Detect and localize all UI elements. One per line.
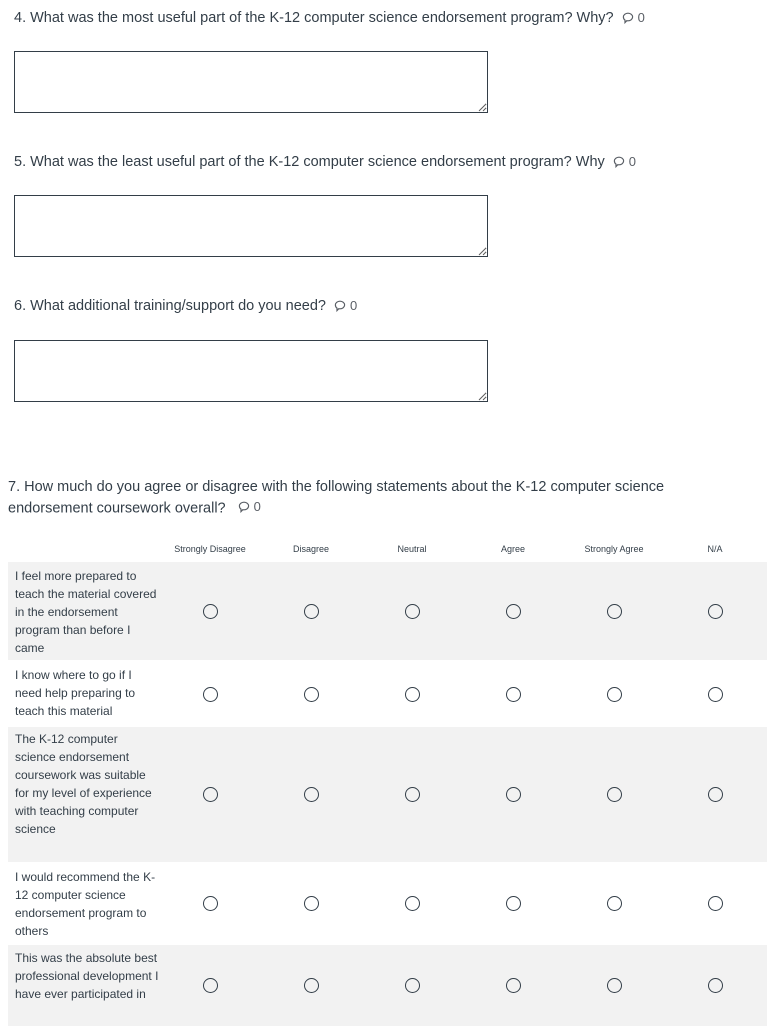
radio-row5-strongly-disagree[interactable]: [203, 978, 218, 993]
radio-row5-strongly-agree[interactable]: [607, 978, 622, 993]
radio-row2-strongly-disagree[interactable]: [203, 687, 218, 702]
matrix-row-label: I know where to go if I need help preparing to teach this material: [15, 668, 136, 718]
question-6-comments[interactable]: [334, 297, 357, 315]
radio-row5-disagree[interactable]: [304, 978, 319, 993]
radio-row1-agree[interactable]: [506, 604, 521, 619]
radio-row5-agree[interactable]: [506, 978, 521, 993]
column-header-strongly-disagree: Strongly Disagree: [174, 544, 246, 554]
radio-row4-n-a[interactable]: [708, 896, 723, 911]
question-6-answer-input[interactable]: [14, 340, 488, 402]
question-7-comments[interactable]: [238, 497, 261, 516]
radio-row1-disagree[interactable]: [304, 604, 319, 619]
matrix-row-label: The K-12 computer science endorsement coursework was suitable for my level of experience with teaching computer science: [15, 732, 152, 836]
radio-row1-strongly-agree[interactable]: [607, 604, 622, 619]
speech-bubble-icon: [238, 501, 250, 513]
question-7-text: 7. How much do you agree or disagree with the following statements about the K-12 computer science endorsement coursework overall?: [8, 479, 665, 517]
radio-row3-disagree[interactable]: [304, 787, 319, 802]
question-4-title: [14, 9, 645, 27]
speech-bubble-icon: [622, 12, 634, 24]
question-6-text: 6. What additional training/support do you need?: [14, 298, 326, 314]
radio-row1-strongly-disagree[interactable]: [203, 604, 218, 619]
radio-row3-strongly-agree[interactable]: [607, 787, 622, 802]
radio-row4-disagree[interactable]: [304, 896, 319, 911]
question-5-comments[interactable]: [613, 153, 636, 171]
radio-row2-neutral[interactable]: [405, 687, 420, 702]
radio-row3-n-a[interactable]: [708, 787, 723, 802]
question-6-title: [14, 297, 357, 315]
column-header-disagree: Disagree: [292, 544, 330, 554]
question-4-answer-input[interactable]: [14, 51, 488, 113]
radio-row4-strongly-agree[interactable]: [607, 896, 622, 911]
column-header-neutral: Neutral: [397, 544, 427, 554]
radio-row5-neutral[interactable]: [405, 978, 420, 993]
matrix-row: [8, 945, 767, 1026]
comment-count: 0: [637, 10, 645, 25]
resize-grip-icon[interactable]: [478, 103, 487, 112]
speech-bubble-icon: [613, 156, 625, 168]
radio-row3-neutral[interactable]: [405, 787, 420, 802]
radio-row1-neutral[interactable]: [405, 604, 420, 619]
column-header-na: N/A: [707, 544, 723, 554]
matrix-row-label: I feel more prepared to teach the material covered in the endorsement program than before I came: [15, 569, 157, 655]
radio-row3-strongly-disagree[interactable]: [203, 787, 218, 802]
matrix-row-label: This was the absolute best professional development I have ever participated in: [15, 951, 159, 1001]
radio-row3-agree[interactable]: [506, 787, 521, 802]
question-5-title: [14, 153, 636, 171]
radio-row4-agree[interactable]: [506, 896, 521, 911]
radio-row2-agree[interactable]: [506, 687, 521, 702]
radio-row5-n-a[interactable]: [708, 978, 723, 993]
radio-row2-strongly-agree[interactable]: [607, 687, 622, 702]
radio-row4-neutral[interactable]: [405, 896, 420, 911]
matrix-row: [8, 865, 767, 942]
question-5-answer-input[interactable]: [14, 195, 488, 257]
speech-bubble-icon: [334, 300, 346, 312]
matrix-row-label: I would recommend the K-12 computer science endorsement program to others: [15, 870, 156, 938]
question-4-text: 4. What was the most useful part of the K-12 computer science endorsement program? Why?: [14, 10, 614, 26]
resize-grip-icon[interactable]: [478, 392, 487, 401]
column-header-agree: Agree: [500, 544, 526, 554]
question-5-text: 5. What was the least useful part of the K-12 computer science endorsement program? Why: [14, 154, 605, 170]
question-7-title: [8, 478, 708, 519]
matrix-row: [8, 562, 767, 660]
column-header-strongly-agree: Strongly Agree: [584, 544, 644, 554]
comment-count: 0: [628, 154, 636, 169]
radio-row1-n-a[interactable]: [708, 604, 723, 619]
resize-grip-icon[interactable]: [478, 247, 487, 256]
matrix-row: [8, 662, 767, 722]
radio-row4-strongly-disagree[interactable]: [203, 896, 218, 911]
radio-row2-disagree[interactable]: [304, 687, 319, 702]
comment-count: 0: [253, 499, 261, 514]
radio-row2-n-a[interactable]: [708, 687, 723, 702]
comment-count: 0: [349, 298, 358, 313]
question-4-comments[interactable]: [622, 9, 645, 27]
matrix-row: [8, 727, 767, 862]
